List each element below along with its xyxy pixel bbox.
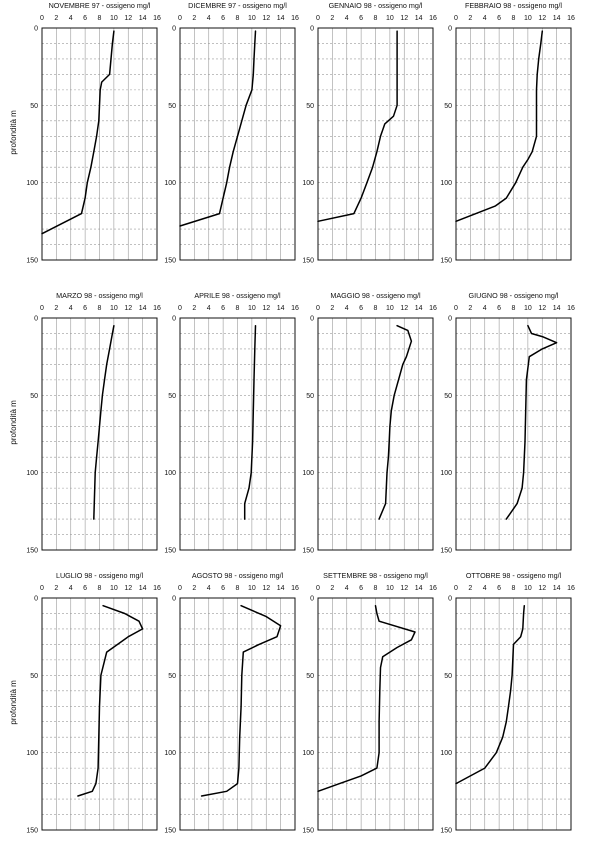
x-tick-label: 12 [538,305,547,312]
x-tick-label: 6 [221,305,226,312]
x-tick-label: 6 [221,15,226,22]
y-tick-label: 150 [302,827,314,835]
y-axis-label: profondità m [9,680,18,725]
y-tick-label: 100 [440,180,452,188]
y-tick-label: 150 [26,827,38,835]
x-tick-label: 0 [40,15,44,22]
x-tick-label: 14 [414,585,423,592]
panel-title: MAGGIO 98 - ossigeno mg/l [330,291,421,300]
x-tick-label: 12 [262,585,271,592]
x-tick-label: 6 [359,585,364,592]
x-tick-label: 2 [468,15,473,22]
y-tick-label: 0 [172,315,176,323]
oxygen-profile-line [456,606,524,784]
x-tick-label: 8 [373,585,378,592]
y-tick-label: 50 [306,102,314,110]
y-tick-label: 150 [26,257,38,265]
oxygen-profile-line [245,326,256,519]
oxygen-profile-line [506,326,556,519]
y-tick-label: 150 [440,257,452,265]
x-tick-label: 10 [247,585,256,592]
y-tick-label: 150 [440,827,452,835]
y-tick-label: 0 [448,315,452,323]
y-tick-label: 50 [168,672,176,680]
x-tick-label: 0 [454,15,458,22]
x-tick-label: 2 [468,585,473,592]
x-tick-label: 2 [468,305,473,312]
x-tick-label: 16 [567,15,575,22]
y-tick-label: 50 [444,102,452,110]
x-tick-label: 0 [316,585,320,592]
y-tick-label: 0 [448,25,452,33]
panel-title: OTTOBRE 98 - ossigeno mg/l [465,571,562,580]
x-tick-label: 2 [330,585,335,592]
y-tick-label: 100 [164,180,176,188]
x-tick-label: 14 [552,585,561,592]
y-tick-label: 50 [306,392,314,400]
x-tick-label: 12 [538,15,547,22]
y-tick-label: 100 [440,750,452,758]
x-tick-label: 10 [109,305,118,312]
oxygen-profile-panel [164,291,299,555]
y-tick-label: 100 [26,750,38,758]
x-tick-label: 14 [276,15,285,22]
x-tick-label: 0 [316,305,320,312]
x-tick-label: 8 [373,305,378,312]
y-tick-label: 150 [26,547,38,555]
x-tick-label: 2 [192,585,197,592]
oxygen-profile-line [202,606,281,796]
x-tick-label: 12 [400,305,409,312]
oxygen-profile-panel [440,1,575,265]
x-tick-label: 4 [68,305,73,312]
x-tick-label: 6 [359,15,364,22]
x-tick-label: 16 [429,305,437,312]
x-tick-label: 12 [262,305,271,312]
oxygen-profile-line [318,31,397,221]
x-tick-label: 4 [206,305,211,312]
x-tick-label: 10 [385,15,394,22]
x-tick-label: 8 [235,585,240,592]
x-tick-label: 12 [262,15,271,22]
oxygen-profile-line [379,326,411,519]
x-tick-label: 2 [54,305,59,312]
x-tick-label: 2 [330,305,335,312]
y-tick-label: 100 [164,470,176,478]
y-tick-label: 100 [26,470,38,478]
oxygen-profile-panel [302,571,437,835]
oxygen-profile-panel [9,291,161,555]
oxygen-profile-panel [9,1,161,265]
oxygen-profile-line [180,31,256,226]
x-tick-label: 2 [330,15,335,22]
x-tick-label: 14 [138,585,147,592]
y-tick-label: 150 [164,257,176,265]
x-tick-label: 10 [523,15,532,22]
x-tick-label: 4 [344,305,349,312]
x-tick-label: 2 [54,585,59,592]
x-tick-label: 6 [497,305,502,312]
y-tick-label: 0 [172,595,176,603]
x-tick-label: 14 [276,585,285,592]
x-tick-label: 8 [373,15,378,22]
x-tick-label: 6 [497,585,502,592]
y-tick-label: 0 [34,315,38,323]
x-tick-label: 16 [291,15,299,22]
panel-title: GIUGNO 98 - ossigeno mg/l [468,291,559,300]
x-tick-label: 14 [414,305,423,312]
x-tick-label: 16 [153,15,161,22]
panel-title: AGOSTO 98 - ossigeno mg/l [191,571,284,580]
x-tick-label: 6 [83,15,88,22]
x-tick-label: 8 [511,15,516,22]
x-tick-label: 14 [138,305,147,312]
oxygen-profile-panel [164,571,299,835]
x-tick-label: 12 [124,15,133,22]
y-tick-label: 50 [30,672,38,680]
x-tick-label: 10 [385,585,394,592]
panel-title: LUGLIO 98 - ossigeno mg/l [55,571,144,580]
x-tick-label: 6 [83,305,88,312]
x-tick-label: 16 [567,305,575,312]
oxygen-profile-line [42,31,114,234]
y-tick-label: 0 [310,25,314,33]
x-tick-label: 10 [247,15,256,22]
x-tick-label: 8 [97,15,102,22]
x-tick-label: 6 [359,305,364,312]
y-tick-label: 0 [448,595,452,603]
x-tick-label: 10 [109,585,118,592]
y-tick-label: 100 [26,180,38,188]
x-tick-label: 10 [523,305,532,312]
y-tick-label: 50 [30,392,38,400]
x-tick-label: 4 [344,585,349,592]
x-tick-label: 10 [385,305,394,312]
x-tick-label: 4 [68,15,73,22]
y-tick-label: 100 [302,180,314,188]
y-tick-label: 0 [310,595,314,603]
oxygen-profile-line [78,606,143,796]
x-tick-label: 0 [178,305,182,312]
x-tick-label: 4 [206,15,211,22]
panel-title: SETTEMBRE 98 - ossigeno mg/l [323,571,428,580]
y-tick-label: 0 [172,25,176,33]
y-tick-label: 50 [30,102,38,110]
panel-title: GENNAIO 98 - ossigeno mg/l [328,1,423,10]
x-tick-label: 8 [235,305,240,312]
x-tick-label: 10 [109,15,118,22]
oxygen-profile-panel [9,571,161,835]
x-tick-label: 16 [429,15,437,22]
x-tick-label: 14 [414,15,423,22]
y-tick-label: 100 [302,750,314,758]
x-tick-label: 14 [138,15,147,22]
y-tick-label: 0 [34,595,38,603]
y-tick-label: 150 [302,547,314,555]
x-tick-label: 2 [192,305,197,312]
x-tick-label: 6 [221,585,226,592]
y-tick-label: 0 [310,315,314,323]
x-tick-label: 8 [97,585,102,592]
y-tick-label: 50 [306,672,314,680]
x-tick-label: 14 [552,305,561,312]
y-tick-label: 0 [34,25,38,33]
x-tick-label: 4 [482,585,487,592]
x-tick-label: 4 [344,15,349,22]
y-tick-label: 100 [440,470,452,478]
y-tick-label: 100 [164,750,176,758]
y-axis-label: profondità m [9,400,18,445]
x-tick-label: 12 [538,585,547,592]
x-tick-label: 14 [552,15,561,22]
oxygen-profile-panel [164,1,299,265]
x-tick-label: 2 [54,15,59,22]
x-tick-label: 16 [153,585,161,592]
panel-title: DICEMBRE 97 - ossigeno mg/l [188,1,287,10]
x-tick-label: 12 [400,585,409,592]
x-tick-label: 8 [511,585,516,592]
x-tick-label: 8 [235,15,240,22]
x-tick-label: 8 [97,305,102,312]
x-tick-label: 14 [276,305,285,312]
oxygen-profile-panel [302,291,437,555]
x-tick-label: 4 [206,585,211,592]
x-tick-label: 10 [247,305,256,312]
x-tick-label: 8 [511,305,516,312]
x-tick-label: 0 [40,305,44,312]
x-tick-label: 2 [192,15,197,22]
y-tick-label: 50 [168,392,176,400]
panel-title: NOVEMBRE 97 - ossigeno mg/l [48,1,151,10]
y-tick-label: 50 [444,392,452,400]
x-tick-label: 6 [83,585,88,592]
x-tick-label: 4 [482,15,487,22]
panel-title: FEBBRAIO 98 - ossigeno mg/l [464,1,563,10]
y-tick-label: 150 [164,547,176,555]
x-tick-label: 0 [454,585,458,592]
x-tick-label: 16 [153,305,161,312]
y-tick-label: 150 [440,547,452,555]
x-tick-label: 12 [400,15,409,22]
oxygen-profile-panel [440,571,575,835]
oxygen-profile-panel [440,291,575,555]
x-tick-label: 0 [316,15,320,22]
panel-title: APRILE 98 - ossigeno mg/l [194,291,281,300]
y-tick-label: 50 [168,102,176,110]
x-tick-label: 16 [291,305,299,312]
y-tick-label: 100 [302,470,314,478]
x-tick-label: 4 [482,305,487,312]
x-tick-label: 16 [291,585,299,592]
y-axis-label: profondità m [9,110,18,155]
x-tick-label: 16 [429,585,437,592]
oxygen-profile-line [94,326,114,519]
y-tick-label: 50 [444,672,452,680]
oxygen-profile-panel [302,1,437,265]
x-tick-label: 12 [124,585,133,592]
x-tick-label: 6 [497,15,502,22]
x-tick-label: 16 [567,585,575,592]
x-tick-label: 12 [124,305,133,312]
x-tick-label: 10 [523,585,532,592]
x-tick-label: 4 [68,585,73,592]
x-tick-label: 0 [178,15,182,22]
x-tick-label: 0 [40,585,44,592]
panel-title: MARZO 98 - ossigeno mg/l [56,291,143,300]
y-tick-label: 150 [302,257,314,265]
x-tick-label: 0 [178,585,182,592]
x-tick-label: 0 [454,305,458,312]
y-tick-label: 150 [164,827,176,835]
